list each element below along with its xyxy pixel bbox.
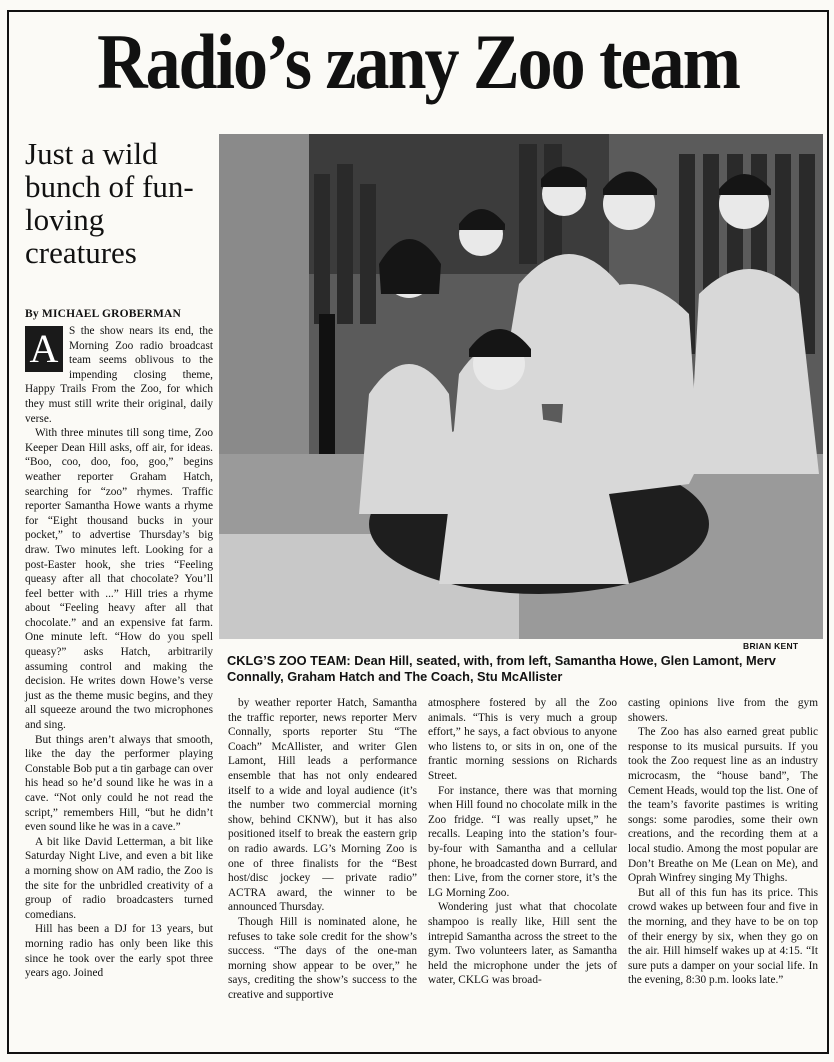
paragraph: atmosphere fostered by all the Zoo animals. “This is very much a group effort,” he says, a fact obvious to anyone who listens to, or sits in on, one of the frantic morning sessions on Richards Street.: [428, 697, 617, 782]
paragraph: A S the show nears its end, the Morning Zoo radio broadcast team seems oblivous to the impending closing theme, Happy Trails From the Zoo, for which they must still write their original, daily verse.: [25, 325, 213, 425]
photo-credit: BRIAN KENT: [743, 641, 799, 651]
paragraph: The Zoo has also earned great public response to its musical pursuits. If you took the Zoo request line as an industry microcasm, the “house band”, The Cement Heads, would top the list. One of the team’s favorite pastimes is writing songs: some parodies, some their own creations, and the recording them at a local studio. Among the most popular are Don’t Breathe on Me (Lean on Me), and Oprah Winfrey singing My Thighs.: [628, 726, 818, 885]
article-frame: [7, 10, 829, 1054]
byline: By MICHAEL GROBERMAN: [25, 308, 182, 320]
paragraph: But things aren’t always that smooth, like the day the performer playing Constable Bob put a tin garbage can over his head so he’d sound like he was in a cave. “Not only could he not read the script,” remembers Hill, “but he didn’t even sound like he was in a cave.”: [25, 733, 213, 834]
paragraph: by weather reporter Hatch, Samantha the traffic reporter, news reporter Merv Connally, sports reporter Stu “The Coach” McAllister, and writer Glen Lamont, Hill leads a performance ensemble that has not only endeared itself to a wide and loyal audience (it’s the number two commercial morning show, behind CKNW), but it has also positioned itself to break the eastern grip on radio awards. LG’s Morning Zoo is one of three finalists for the “Best host/disc jockey — private radio” ACTRA award, the winner to be announced Thursday.: [228, 697, 417, 914]
article-column-2: [228, 696, 417, 1002]
paragraph: But all of this fun has its price. This crowd wakes up between four and five in the morning, and they have to be on top of their energy by six, when they go on the air. Hill himself wakes up at 4:15. “It sure puts a damper on your social life. In the evening, 8:30 p.m. looks late.”: [628, 886, 818, 987]
paragraph: With three minutes till song time, Zoo Keeper Dean Hill asks, off air, for ideas. “Boo, coo, doo, foo, goo,” begins weather reporter Graham Hatch, searching for “zoo” rhymes. Traffic reporter Samantha Howe wants a rhyme for “Eight thousand bucks in your pocket,” to advertise Thursday’s big draw. Two minutes left. Looking for a post-Easter hook, she tries “Feeling queasy after all that chocolate? You’ll feel better with ...” Hill tries a rhyme about “Feeling heavy after all that chocolate.” and an expensive fat farm. One minute left. “How do you spell queasy?” asks Hatch, arbitrarily assuming control and making the decision. He writes down Howe’s verse just as the theme music begins, and they all squeeze around the two microphones and sing.: [25, 427, 213, 732]
drop-cap: A: [25, 326, 63, 372]
paragraph: Hill has been a DJ for 13 years, but morning radio has only been like this since he took over the early spot three years ago. Joined: [25, 923, 213, 980]
deck-subheadline: Just a wild bunch of fun-loving creatures: [25, 136, 194, 270]
paragraph: A bit like David Letterman, a bit like Saturday Night Live, and even a bit like a morning show on AM radio, the Zoo is the site for the unbridled creativity of a group of radio broadcasters turned comedians.: [25, 835, 213, 921]
article-column-3: [428, 696, 617, 988]
photo-caption: CKLG’S ZOO TEAM: Dean Hill, seated, with, from left, Samantha Howe, Glen Lamont, Merv Connally, Graham Hatch and The Coach, Stu McAllister: [227, 653, 776, 684]
paragraph: Wondering just what that chocolate shampoo is really like, Hill sent the intrepid Samantha across the street to the gym. Two volunteers later, as Samantha held the microphone under the jets of water, CKLG was broad-: [428, 901, 617, 987]
paragraph: Though Hill is nominated alone, he refuses to take sole credit for the show’s success. “The days of the one-man morning show appear to be over,” he says, crediting the show’s success to the creative and supportive: [228, 915, 417, 1001]
paragraph: casting opinions live from the gym showers.: [628, 697, 818, 724]
headline: Radio’s zany Zoo team: [97, 19, 739, 106]
article-column-1: [25, 324, 213, 981]
paragraph: For instance, there was that morning when Hill found no chocolate milk in the Zoo fridge. “I was really upset,” he recalls. Leaping into the station’s four-by-four with Samantha and a cellular phone, he broadcasted down Burrard, and then: Live, from the corner store, it’s the LG Morning Zoo.: [428, 784, 617, 899]
team-photo-illustration: [219, 134, 823, 639]
team-photo: [219, 134, 823, 639]
article-column-4: [628, 696, 818, 988]
